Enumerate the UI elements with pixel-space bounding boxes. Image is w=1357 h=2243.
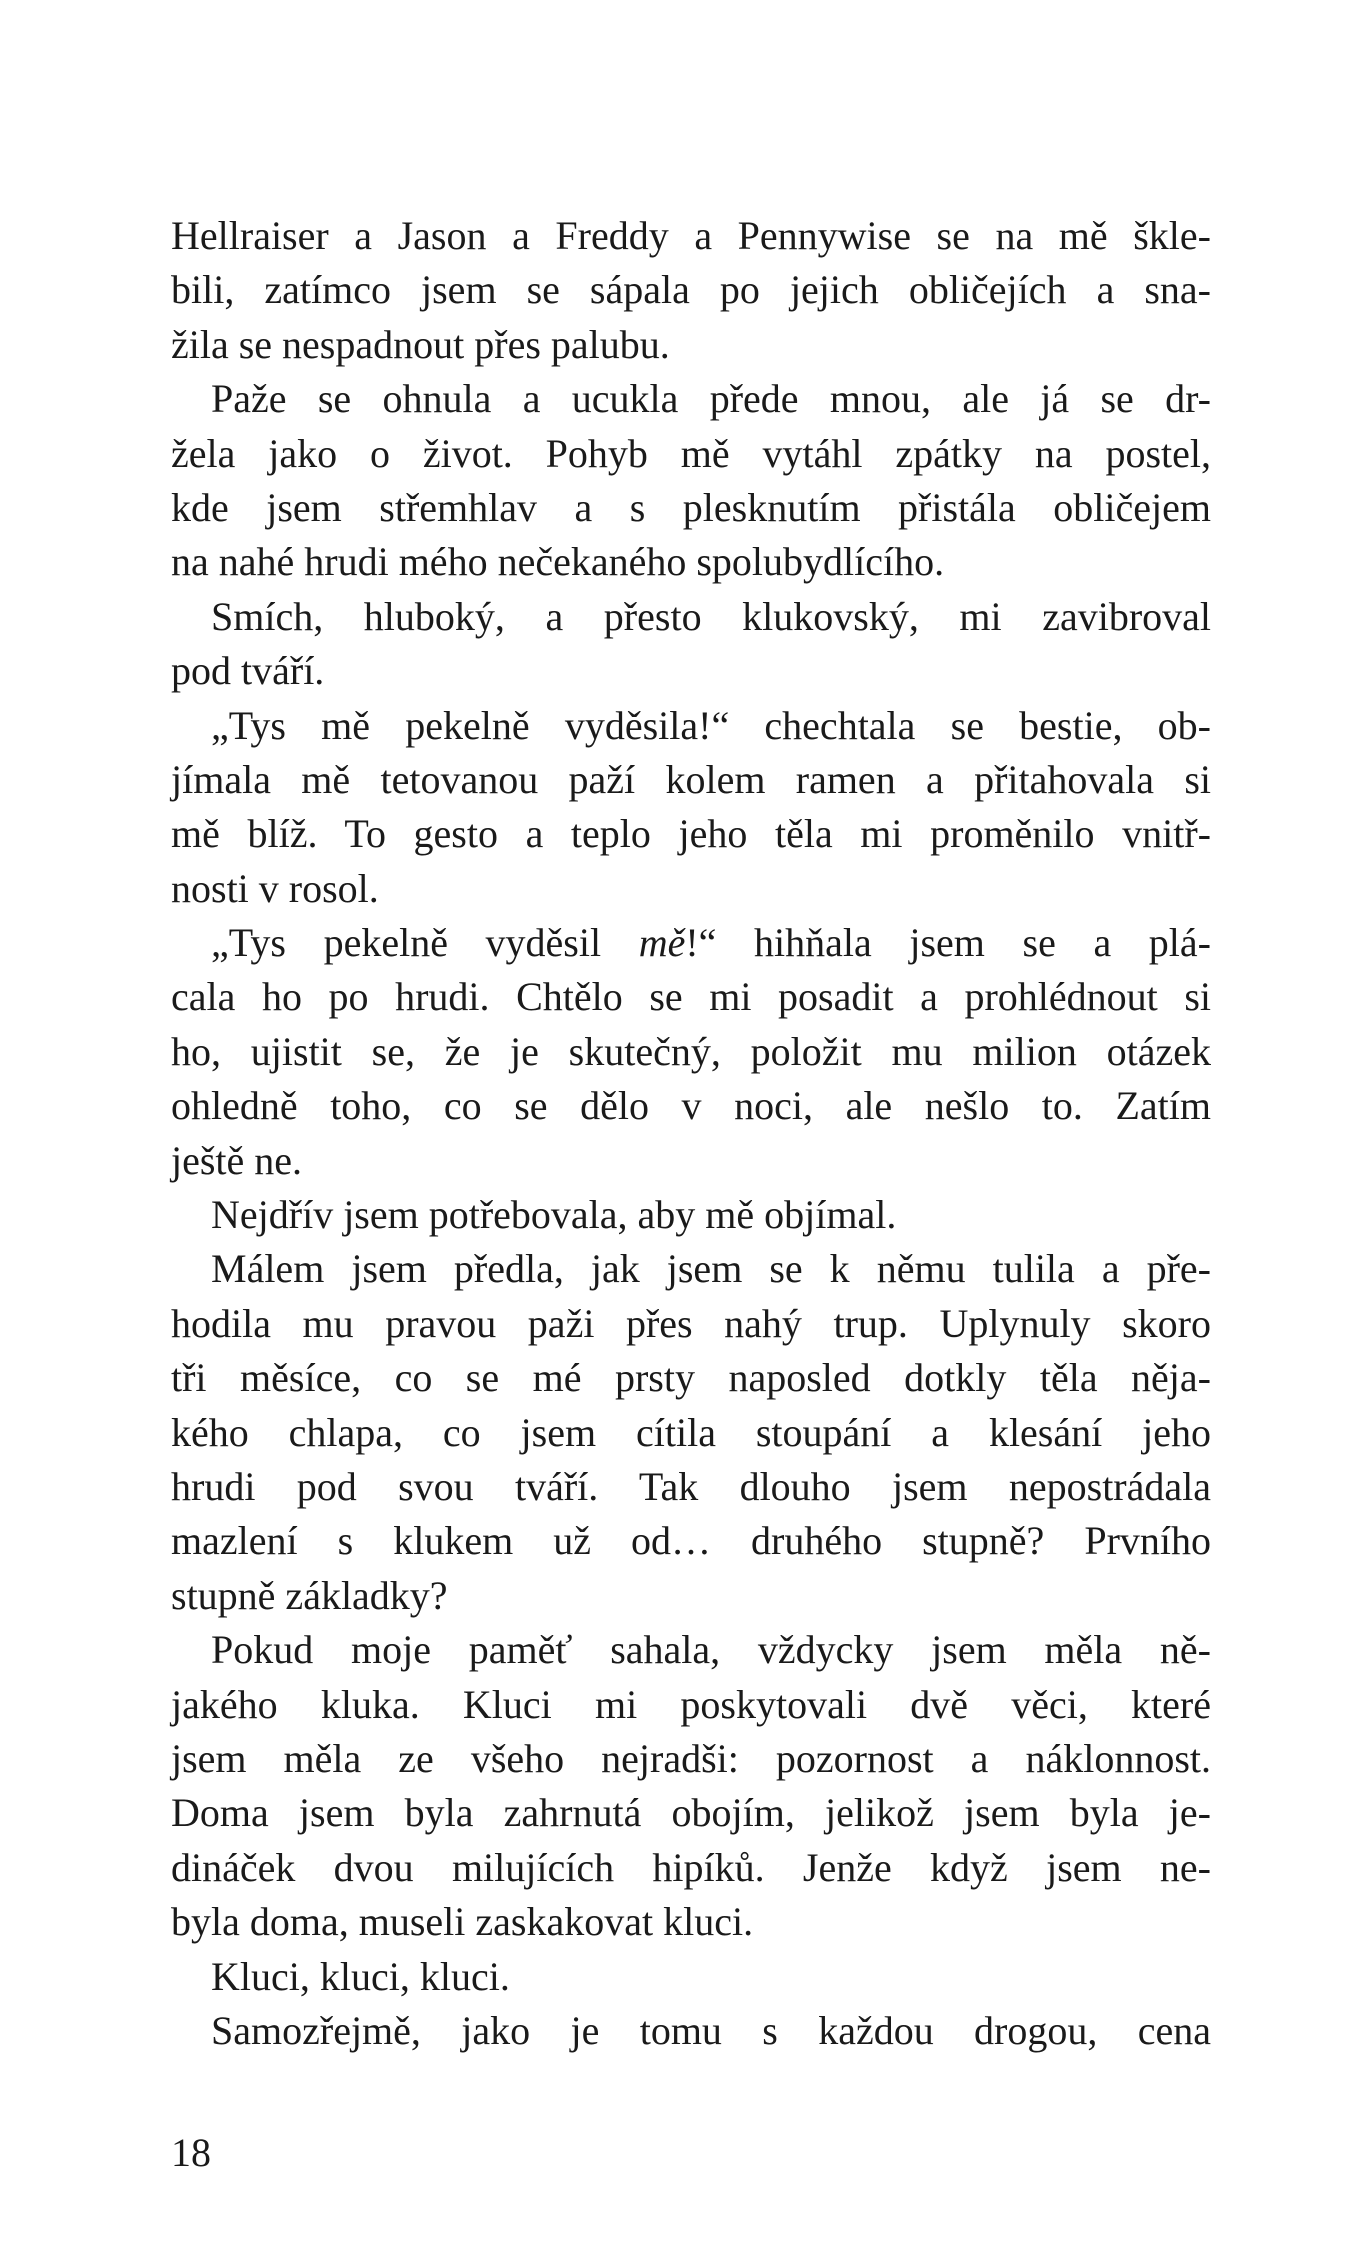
text-line: jímala mě tetovanou paží kolem ramen a přitahovala si	[171, 756, 1211, 802]
text-line: Smích, hluboký, a přesto klukovský, mi zavibroval	[211, 593, 1211, 639]
text-line	[171, 916, 1211, 970]
text-line: cala ho po hrudi. Chtělo se mi posadit a prohlédnout si	[171, 974, 1211, 1020]
text-line: tři měsíce, co se mé prsty naposled dotkly těla něja-	[171, 1355, 1211, 1401]
text-segment: „Tys pekelně vyděsil	[211, 920, 639, 966]
text-line: bili, zatímco jsem se sápala po jejich obličejích a sna-	[171, 267, 1211, 313]
text-line: nosti v rosol.	[171, 865, 379, 911]
body-text	[171, 209, 1211, 2058]
text-line: kého chlapa, co jsem cítila stoupání a klesání jeho	[171, 1409, 1211, 1455]
text-line: Hellraiser a Jason a Freddy a Pennywise se na mě škle-	[171, 213, 1211, 258]
text-line: hrudi pod svou tváří. Tak dlouho jsem nepostrádala	[171, 1463, 1211, 1509]
text-line: mě blíž. To gesto a teplo jeho těla mi proměnilo vnitř-	[171, 811, 1211, 857]
text-line: žela jako o život. Pohyb mě vytáhl zpátky na postel,	[171, 430, 1211, 476]
text-line: stupně základky?	[171, 1572, 448, 1618]
text-line: „Tys mě pekelně vyděsila!“ chechtala se bestie, ob-	[211, 702, 1211, 748]
text-line: Doma jsem byla zahrnutá obojím, jelikož jsem byla je-	[171, 1790, 1211, 1836]
page-number: 18	[171, 2130, 211, 2175]
text-line: Samozřejmě, jako je tomu s každou drogou, cena	[211, 2007, 1211, 2053]
text-line: Paže se ohnula a ucukla přede mnou, ale já se dr-	[211, 376, 1211, 422]
text-line: ještě ne.	[171, 1137, 303, 1183]
text-line: jsem měla ze všeho nejradši: pozornost a náklonnost.	[171, 1735, 1211, 1781]
text-line: kde jsem střemhlav a s plesknutím přistála obličejem	[171, 484, 1211, 530]
text-line: dináček dvou milujících hipíků. Jenže když jsem ne-	[171, 1844, 1211, 1890]
text-line: Pokud moje paměť sahala, vždycky jsem měla ně-	[211, 1627, 1211, 1673]
text-line: jakého kluka. Kluci mi poskytovali dvě věci, které	[171, 1681, 1211, 1727]
text-segment: !“ hihňala jsem se a plá-	[685, 920, 1211, 966]
text-line: hodila mu pravou paži přes nahý trup. Uplynuly skoro	[171, 1300, 1211, 1346]
text-line: Málem jsem předla, jak jsem se k němu tulila a pře-	[211, 1246, 1211, 1292]
emphasis-text: mě	[638, 920, 686, 966]
text-line: žila se nespadnout přes palubu.	[171, 321, 670, 367]
text-line: Kluci, kluci, kluci.	[211, 1953, 510, 1999]
text-line: Nejdřív jsem potřebovala, aby mě objímal.	[211, 1192, 897, 1238]
text-line: ho, ujistit se, že je skutečný, položit mu milion otázek	[171, 1028, 1211, 1074]
text-line: na nahé hrudi mého nečekaného spolubydlícího.	[171, 539, 945, 585]
text-line: ohledně toho, co se dělo v noci, ale nešlo to. Zatím	[171, 1083, 1211, 1129]
text-line: pod tváří.	[171, 648, 325, 694]
text-line: byla doma, museli zaskakovat kluci.	[171, 1899, 754, 1945]
text-line: mazlení s klukem už od… druhého stupně? Prvního	[171, 1518, 1211, 1564]
